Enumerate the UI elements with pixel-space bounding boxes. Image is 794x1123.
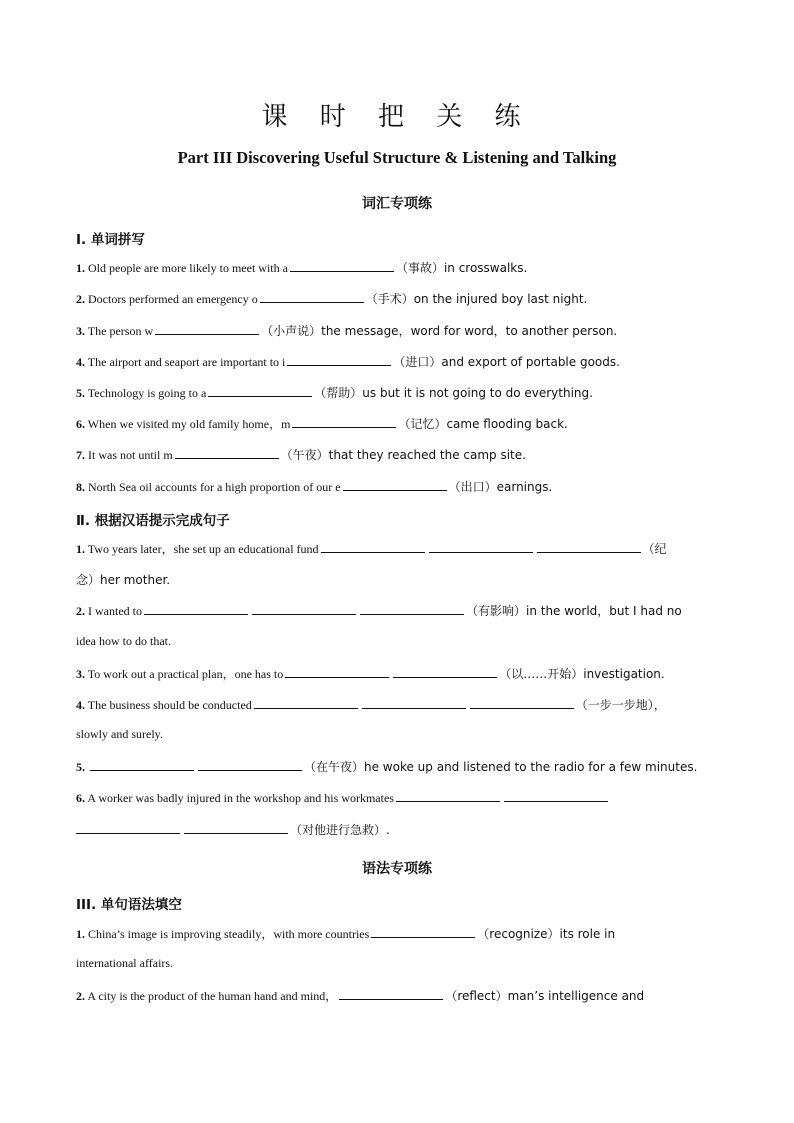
answer-blank[interactable]: [537, 541, 641, 553]
list-item: 4. The airport and seaport are important to i （进口）and export of portable goods.: [76, 355, 620, 369]
list-item: 3. To work out a practical plan，one has to （以……开始）investigation.: [76, 667, 665, 681]
part3-heading: III. 单句语法填空: [76, 897, 182, 913]
answer-blank[interactable]: [252, 603, 356, 615]
answer-blank[interactable]: [362, 697, 466, 709]
answer-blank[interactable]: [292, 416, 396, 428]
answer-blank[interactable]: [371, 926, 475, 938]
answer-blank[interactable]: [144, 603, 248, 615]
answer-blank[interactable]: [285, 666, 389, 678]
list-item-continued: idea how to do that.: [76, 634, 171, 648]
list-item-continued: international affairs.: [76, 956, 174, 970]
list-item: 2. A city is the product of the human hand and mind， （reflect）man’s intelligence and: [76, 989, 645, 1003]
answer-blank[interactable]: [360, 603, 464, 615]
list-item: 6. When we visited my old family home，m （记忆）came flooding back.: [76, 417, 568, 431]
page-title: 课 时 把 关 练: [261, 102, 533, 132]
answer-blank[interactable]: [155, 323, 259, 335]
answer-blank[interactable]: [290, 260, 394, 272]
answer-blank[interactable]: [321, 541, 425, 553]
list-item: 8. North Sea oil accounts for a high proportion of our e （出口）earnings.: [76, 480, 553, 494]
answer-blank[interactable]: [396, 790, 500, 802]
list-item-continued: 念）her mother.: [76, 573, 171, 587]
answer-blank[interactable]: [184, 822, 288, 834]
list-item: 5. Technology is going to a （帮助）us but it is not going to do everything.: [76, 386, 593, 400]
list-item: 5. （在午夜）he woke up and listened to the radio for a few minutes.: [76, 760, 698, 774]
answer-blank[interactable]: [260, 291, 364, 303]
grammar-section-heading: 语法专项练: [362, 861, 432, 877]
list-item: 6. A worker was badly injured in the workshop and his workmates: [76, 790, 726, 806]
answer-blank[interactable]: [175, 447, 279, 459]
answer-blank[interactable]: [339, 988, 443, 1000]
answer-blank[interactable]: [393, 666, 497, 678]
list-item: 1. Old people are more likely to meet with a （事故）in crosswalks.: [76, 261, 528, 275]
list-item: 2. I wanted to （有影响）in the world，but I had no: [76, 604, 682, 618]
page-subtitle: Part III Discovering Useful Structure & Listening and Talking: [177, 148, 617, 167]
answer-blank[interactable]: [287, 354, 391, 366]
answer-blank[interactable]: [343, 479, 447, 491]
part2-heading: Ⅱ. 根据汉语提示完成句子: [76, 513, 230, 529]
answer-blank[interactable]: [90, 759, 194, 771]
list-item: 4. The business should be conducted （一步一步地），: [76, 698, 666, 712]
answer-blank[interactable]: [76, 822, 180, 834]
vocab-section-heading: 词汇专项练: [362, 196, 432, 212]
list-item: 2. Doctors performed an emergency o （手术）on the injured boy last night.: [76, 292, 588, 306]
answer-blank[interactable]: [429, 541, 533, 553]
answer-blank[interactable]: [504, 790, 608, 802]
list-item-continued: slowly and surely.: [76, 727, 163, 741]
answer-blank[interactable]: [208, 385, 312, 397]
list-item: 7. It was not until m （午夜）that they reached the camp site.: [76, 448, 526, 462]
answer-blank[interactable]: [198, 759, 302, 771]
list-item-continued: （对他进行急救）.: [76, 821, 726, 838]
list-item: 3. The person w （小声说）the message，word for word，to another person.: [76, 324, 618, 338]
answer-blank[interactable]: [254, 697, 358, 709]
part1-heading: Ⅰ. 单词拼写: [76, 232, 145, 248]
list-item: 1. Two years later，she set up an educational fund （纪: [76, 542, 667, 556]
answer-blank[interactable]: [470, 697, 574, 709]
list-item: 1. China’s image is improving steadily，with more countries （recognize）its role in: [76, 927, 616, 941]
